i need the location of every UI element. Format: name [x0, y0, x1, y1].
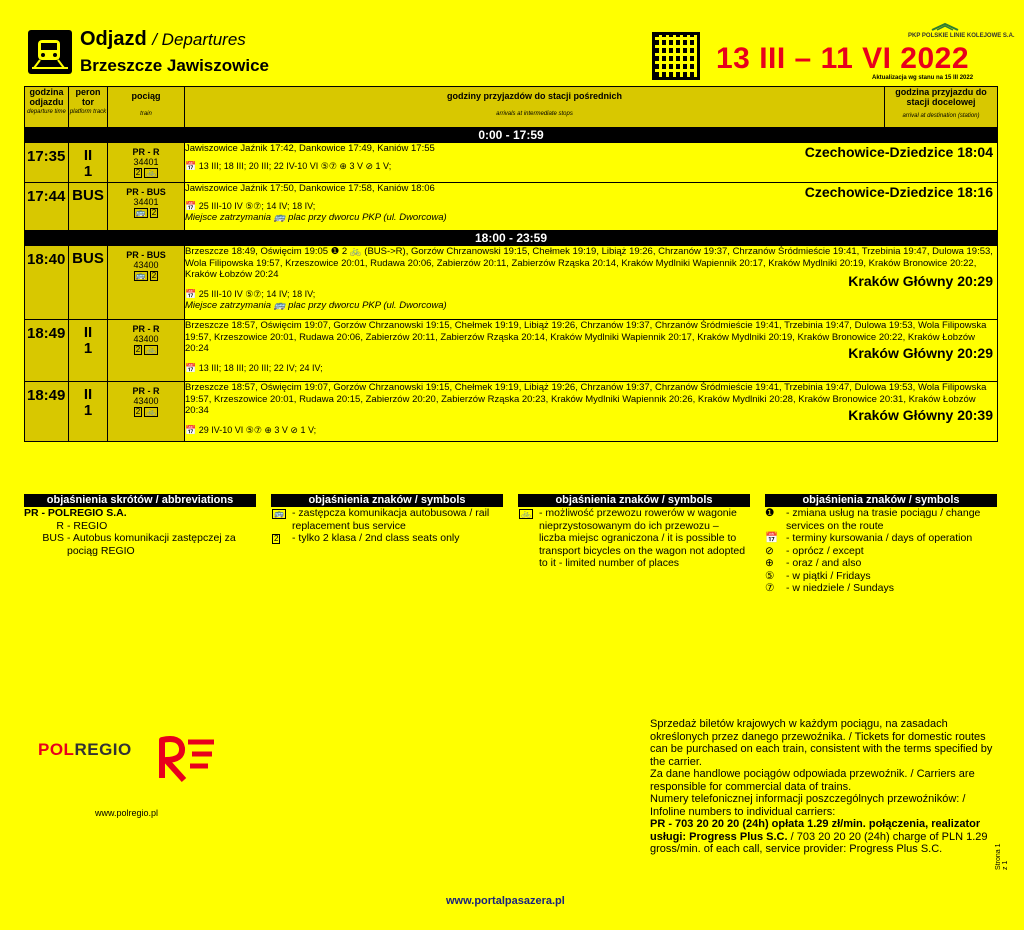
and-also-icon: ⊕: [765, 557, 774, 569]
legend-value: - terminy kursowania / days of operation: [786, 532, 973, 544]
table-row[interactable]: [25, 382, 998, 442]
platform: II: [83, 147, 93, 164]
infoline-bold: PR - 703 20 20 20 (24h) opłata 1.29 zł/min. połączenia, realizator usługi: Progress Plus S.C.: [650, 818, 981, 843]
class2-icon: 2: [151, 208, 157, 217]
infoline-text: / 703 20 20 20 (24h) charge of PLN 1.29 gross/min. of each call, service provider: Progress Plus S.C.: [650, 830, 988, 855]
bicycle-icon: 🚲: [521, 509, 531, 518]
friday-icon: ⑤: [765, 569, 775, 582]
legend-value: - możliwość przewozu rowerów w wagonie nieprzystosowanym do ich przewozu – liczba miejsc ograniczona / it is possible to transport bicycles on the wagon not adopted to it - limited number of places: [539, 507, 746, 569]
table-header: [25, 87, 998, 128]
page-title: [80, 28, 246, 51]
legend-title: objaśnienia znaków / symbols: [518, 494, 750, 507]
legend-value: - tylko 2 klasa / 2nd class seats only: [292, 532, 460, 544]
title-pl: Odjazd: [80, 28, 147, 50]
stops-cell: [185, 246, 998, 320]
train-number: 34401: [133, 197, 159, 207]
train-number: 34401: [133, 157, 159, 167]
legend-value: - oraz / and also: [786, 557, 862, 569]
legend-value: - oprócz / except: [786, 544, 864, 557]
service-change-icon: ❶: [765, 507, 775, 519]
col-dest-label-en: arrival at destination (station): [902, 113, 980, 119]
legend-symbols-2: [518, 494, 750, 570]
update-note: Aktualizacja wg stanu na 15 III 2022: [872, 75, 974, 81]
col-platform-label-en: platform track: [69, 109, 107, 115]
track: 1: [83, 402, 93, 419]
days-of-operation: 13 III; 18 III; 20 III; 22 IV; 24 IV;: [198, 362, 323, 373]
days-of-operation: 25 III-10 IV ⑤⑦; 14 IV; 18 IV;: [198, 288, 316, 299]
calendar-icon: 📅: [185, 200, 199, 211]
col-departure-label-en: departure time: [27, 109, 66, 115]
platform-cell: [69, 246, 108, 320]
portal-url[interactable]: www.portalpasazera.pl: [446, 895, 565, 907]
legend-title: objaśnienia znaków / symbols: [271, 494, 503, 507]
table-row[interactable]: [25, 183, 998, 231]
time-band-label: 18:00 - 23:59: [25, 231, 998, 246]
stops-cell: [185, 382, 998, 442]
class2-icon: 2: [274, 534, 279, 543]
departure-time: 18:49: [27, 387, 66, 404]
legend-title: objaśnienia skrótów / abbreviations: [24, 494, 256, 507]
legend-abbreviations: [24, 494, 256, 557]
intermediate-stops: Brzeszcze 18:57, Oświęcim 19:07, Gorzów Chrzanowski 19:15, Chełmek 19:19, Libiąż 19:26, Chrzanów 19:37, Chrzanów Śródmieście 19:41, Trzebinia 19:47, Dulowa 19:53, Wola Filipowska 19:57, Krzeszowice 20:01, Rudawa 20:06, Zabierzów 20:11, Zabierzów Rząska 20:14, Kraków Mydlniki Wapiennik 20:17, Kraków Mydlniki 20:19, Kraków Bronowice 20:22, Kraków Łobzów 20:24: [185, 320, 987, 354]
ticket-info: [650, 718, 1000, 856]
departure-time-cell: [25, 143, 69, 183]
calendar-icon: 📅: [765, 532, 779, 544]
legend-value: - zastępcza komunikacja autobusowa / rail replacement bus service: [292, 507, 490, 532]
intermediate-stops: Jawiszowice Jaźnik 17:50, Dankowice 17:58, Kaniów 18:06: [185, 183, 435, 194]
platform-cell: [69, 320, 108, 382]
legend-value: - w niedziele / Sundays: [786, 582, 894, 594]
table-row[interactable]: [25, 320, 998, 382]
train-category: PR - R: [132, 324, 160, 334]
col-stops: [185, 87, 885, 128]
platform: II: [83, 386, 93, 403]
polregio-mark-icon: [150, 728, 220, 788]
col-platform-label: peron tor: [75, 87, 101, 107]
time-band-label: 0:00 - 17:59: [25, 128, 998, 143]
destination: Czechowice-Dziedzice 18:16: [804, 184, 993, 200]
col-train: [108, 87, 185, 128]
info-text: Za dane handlowe pociągów odpowiada przewoźnik. / Carriers are responsible for commercial data of trains.: [650, 768, 975, 793]
time-band: [25, 231, 998, 246]
col-departure-label: godzina odjazdu: [29, 87, 64, 107]
calendar-icon: 📅: [185, 424, 199, 435]
intermediate-stops: Brzeszcze 18:49, Oświęcim 19:05 ❶ 2 🚲 (BUS->R), Gorzów Chrzanowski 19:15, Chełmek 19:19, Libiąż 19:26, Chrzanów 19:37, Chrzanów Śródmieście 19:41, Trzebinia 19:47, Dulowa 19:53, Wola Filipowska 19:57, Krzeszowice 20:01, Rudawa 20:06, Zabierzów 20:11, Zabierzów Rząska 20:14, Kraków Mydlniki Wapiennik 20:17, Kraków Mydlniki 20:19, Kraków Bronowice 20:22, Kraków Łobzów 20:24: [185, 246, 993, 280]
days-of-operation: 25 III-10 IV ⑤⑦; 14 IV; 18 IV;: [198, 200, 316, 211]
qr-code-icon[interactable]: [655, 35, 697, 77]
train-cell: [108, 320, 185, 382]
track: 1: [83, 163, 93, 180]
departure-time: 17:35: [27, 148, 66, 165]
legend-symbols-3: [765, 494, 997, 595]
timetable: [24, 86, 998, 442]
departure-time: 18:49: [27, 325, 66, 342]
train-category: PR - R: [132, 147, 160, 157]
bus-icon: 🚌: [135, 271, 146, 280]
train-category: PR - BUS: [126, 250, 166, 260]
bicycle-icon: 🚲: [146, 168, 157, 177]
polregio-url[interactable]: www.polregio.pl: [95, 808, 159, 818]
stops-cell: [185, 143, 998, 183]
destination: Kraków Główny 20:39: [848, 407, 993, 423]
info-text: Sprzedaż biletów krajowych w każdym pociągu, na zasadach określonych przez danego przewoźnika. / Tickets for domestic routes can be purchased on each train, consistent with the terms specified by the carrier.: [650, 718, 993, 768]
calendar-icon: 📅: [185, 288, 199, 299]
pkp-logo-text: PKP POLSKIE LINIE KOLEJOWE S.A.: [908, 33, 1015, 39]
destination: Kraków Główny 20:29: [848, 273, 993, 289]
train-number: 43400: [133, 334, 159, 344]
train-category: PR - R: [132, 386, 160, 396]
col-dest: [885, 87, 998, 128]
train-cell: [108, 382, 185, 442]
calendar-icon: 📅: [185, 160, 199, 171]
track: 1: [83, 340, 93, 357]
train-number: 43400: [133, 260, 159, 270]
title-en: / Departures: [152, 30, 246, 49]
col-platform: [69, 87, 108, 128]
stops-cell: [185, 183, 998, 231]
train-cell: [108, 183, 185, 231]
class2-icon: 2: [135, 345, 141, 354]
intermediate-stops: Jawiszowice Jaźnik 17:42, Dankowice 17:49, Kaniów 17:55: [185, 143, 435, 154]
page-number: Strona 1 z 1: [995, 843, 1009, 870]
legend-title: objaśnienia znaków / symbols: [765, 494, 997, 507]
col-stops-label: godziny przyjazdów do stacji pośrednich: [446, 91, 623, 101]
bicycle-icon: 🚲: [146, 407, 157, 416]
legend-symbols-1: [271, 494, 503, 545]
bicycle-icon: 🚲: [146, 345, 157, 354]
stop-note: Miejsce zatrzymania 🚌 plac przy dworcu PKP (ul. Dworcowa): [185, 300, 447, 311]
table-row[interactable]: [25, 246, 998, 320]
class2-icon: 2: [135, 168, 141, 177]
destination: Czechowice-Dziedzice 18:04: [804, 144, 993, 160]
departure-time-cell: [25, 183, 69, 231]
days-of-operation: 29 IV-10 VI ⑤⑦ ⊕ 3 V ⊘ 1 V;: [198, 424, 317, 435]
departure-time-cell: [25, 246, 69, 320]
train-icon: [28, 30, 72, 74]
legend-value: - zmiana usług na trasie pociągu / change services on the route: [786, 507, 981, 532]
train-number: 43400: [133, 396, 159, 406]
sunday-icon: ⑦: [765, 582, 775, 594]
platform: II: [83, 324, 93, 341]
col-departure: [25, 87, 69, 128]
legend-key: R: [56, 519, 64, 532]
train-cell: [108, 246, 185, 320]
col-stops-label-en: arrivals at intermediate stops: [496, 111, 573, 117]
departure-time: 18:40: [27, 251, 66, 268]
destination: Kraków Główny 20:29: [848, 345, 993, 361]
legend-value: - w piątki / Fridays: [786, 569, 871, 582]
legend-value: - Autobus komunikacji zastępczej za pociąg REGIO: [67, 532, 236, 557]
calendar-icon: 📅: [185, 362, 199, 373]
info-text: Numery telefonicznej informacji poszczególnych przewoźników: / Infoline numbers to individual carriers:: [650, 793, 966, 818]
validity-period: 13 III – 11 VI 2022: [716, 42, 970, 75]
platform-cell: [69, 143, 108, 183]
class2-icon: 2: [135, 407, 141, 416]
bus-icon: 🚌: [135, 208, 146, 217]
platform: BUS: [72, 187, 104, 204]
platform: BUS: [72, 250, 104, 267]
polregio-logo: [38, 740, 132, 760]
col-train-label-en: train: [140, 111, 152, 117]
bus-icon: 🚌: [274, 509, 284, 518]
legend-value: - REGIO: [67, 519, 108, 532]
except-icon: ⊘: [765, 544, 774, 557]
stops-cell: [185, 320, 998, 382]
platform-cell: [69, 183, 108, 231]
col-train-label: pociąg: [131, 91, 161, 101]
platform-cell: [69, 382, 108, 442]
time-band: [25, 128, 998, 143]
legend-company: PR - POLREGIO S.A.: [24, 507, 127, 519]
departure-time-cell: [25, 382, 69, 442]
departure-time: 17:44: [27, 188, 66, 205]
intermediate-stops: Brzeszcze 18:57, Oświęcim 19:07, Gorzów Chrzanowski 19:15, Chełmek 19:19, Libiąż 19:26, Chrzanów 19:37, Chrzanów Śródmieście 19:41, Trzebinia 19:47, Dulowa 19:53, Wola Filipowska 19:57, Krzeszowice 20:01, Rudawa 20:15, Zabierzów 20:20, Zabierzów Rząska 20:23, Kraków Mydlniki Wapiennik 20:26, Kraków Mydlniki 20:28, Kraków Bronowice 20:31, Kraków Łobzów 20:34: [185, 382, 987, 416]
train-category: PR - BUS: [126, 187, 166, 197]
table-row[interactable]: [25, 143, 998, 183]
brand-regio: REGIO: [74, 740, 132, 759]
stop-note: Miejsce zatrzymania 🚌 plac przy dworcu PKP (ul. Dworcowa): [185, 212, 447, 223]
train-cell: [108, 143, 185, 183]
legend-key: BUS: [42, 532, 64, 544]
pkp-logo-icon: [930, 22, 960, 32]
class2-icon: 2: [151, 271, 157, 280]
station-name: Brzeszcze Jawiszowice: [80, 56, 269, 75]
departure-time-cell: [25, 320, 69, 382]
brand-pol: POL: [38, 740, 75, 759]
col-dest-label: godzina przyjazdu do stacji docelowej: [895, 87, 987, 107]
days-of-operation: 13 III; 18 III; 20 III; 22 IV-10 VI ⑤⑦ ⊕ 3 V ⊘ 1 V;: [198, 160, 392, 171]
